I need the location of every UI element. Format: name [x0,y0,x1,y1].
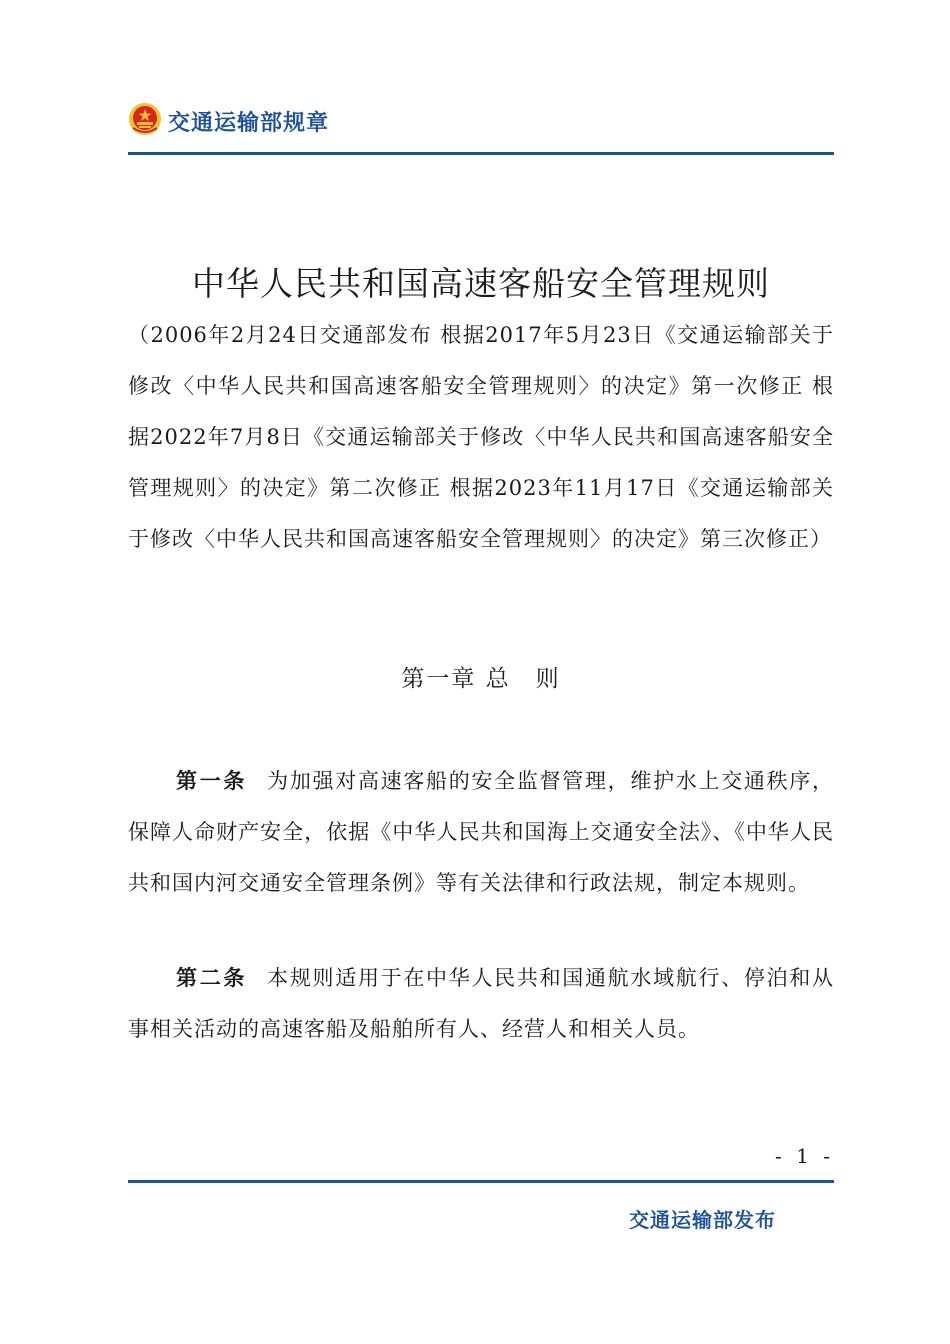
article-1-label: 第一条 [176,769,248,793]
header-title: 交通运输部规章 [168,111,330,136]
article-2-label: 第二条 [176,966,248,990]
page-number: - 1 - [775,1144,834,1168]
document-revision-note: （2006年2月24日交通部发布 根据2017年5月23日《交通运输部关于修改〈中华人民共和国高速客船安全管理规则〉的决定》第一次修正 根据2022年7月8日《交通运输部关于修改〈中华人民共和国高速客船安全管理规则〉的决定》第二次修正 根据2023年11月17日《交通运输部关于修改〈中华人民共和国高速客船安全管理规则〉的决定》第三次修正） [128,323,834,551]
national-emblem-icon [128,102,162,136]
article-2 [128,953,834,1055]
page-header [128,100,834,156]
footer-divider [128,1180,834,1183]
header-divider [128,152,834,155]
document-title: 中华人民共和国高速客船安全管理规则 [192,264,770,303]
article-1 [128,756,834,909]
chapter-heading: 第一章 总 则 [401,666,561,692]
footer-publisher: 交通运输部发布 [629,1208,776,1232]
article-1-text: 为加强对高速客船的安全监督管理，维护水上交通秩序，保障人命财产安全，依据《中华人民共和国海上交通安全法》、《中华人民共和国内河交通安全管理条例》等有关法律和行政法规，制定本规则。 [128,769,835,895]
article-2-text: 本规则适用于在中华人民共和国通航水域航行、停泊和从事相关活动的高速客船及船舶所有人、经营人和相关人员。 [128,966,835,1041]
